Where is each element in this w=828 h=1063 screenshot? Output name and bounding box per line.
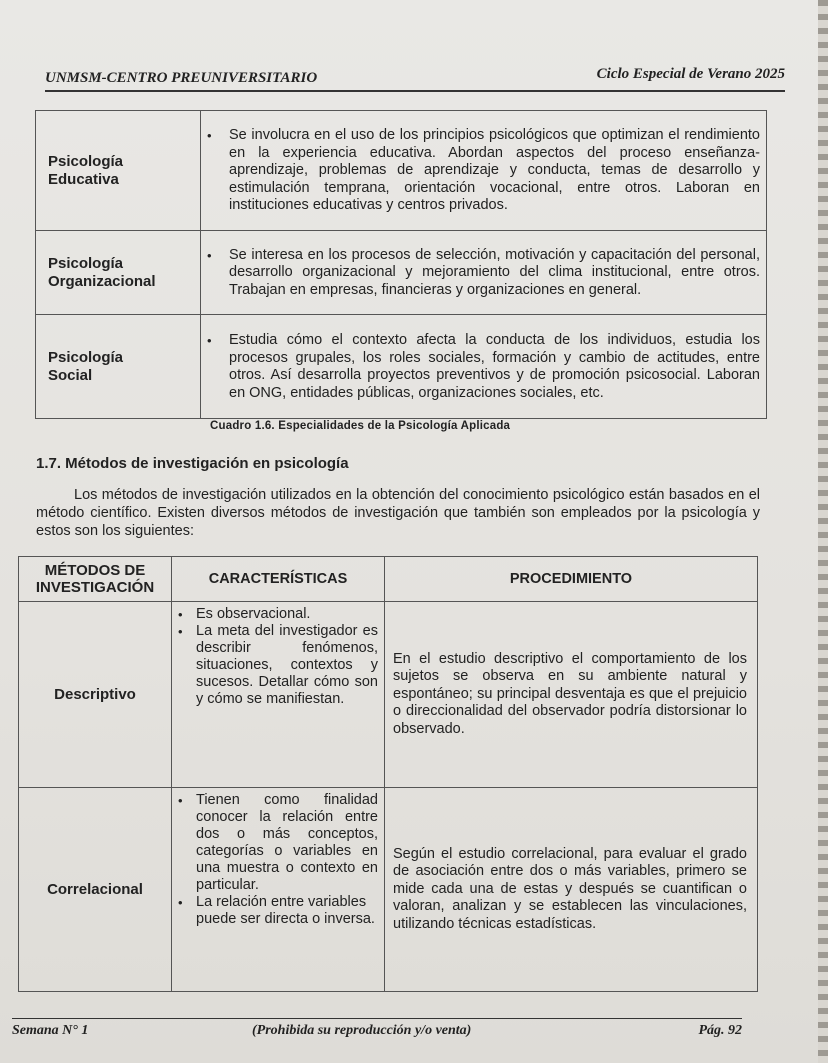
bullet-icon: •	[178, 793, 183, 808]
table-header-row	[19, 557, 758, 602]
table-row	[36, 111, 767, 231]
bullet-icon: •	[178, 624, 183, 639]
specialties-table	[35, 110, 767, 419]
table-row	[36, 315, 767, 419]
bullet-item	[178, 606, 378, 623]
table-caption: Cuadro 1.6. Especialidades de la Psicología Aplicada	[210, 420, 511, 432]
bullet-icon: •	[207, 333, 212, 348]
bullet-item	[178, 894, 378, 928]
bullet-item	[207, 127, 760, 215]
method-procedure: Según el estudio correlacional, para evaluar el grado de asociación entre dos o más variables, primero se mide cada una de estas y después se cuantifican o valoran, analizan y se establecen las vinculaciones, utilizando técnicas estadísticas.	[385, 788, 758, 992]
table-row	[19, 788, 758, 992]
method-procedure: En el estudio descriptivo el comportamiento de los sujetos se observa en su ambiente natural y espontáneo; su principal desventaja es que el prejuicio o direccionalidad del observador podría distorsionar lo observado.	[385, 602, 758, 788]
bullet-text: Tienen como finalidad conocer la relación entre dos o más conceptos, categorías o variables en una muestra o contexto en particular.	[196, 792, 378, 893]
header-line: MÉTODOS DE	[44, 562, 146, 579]
bullet-item	[207, 332, 760, 402]
header-methods	[19, 557, 172, 602]
methods-table	[18, 556, 758, 992]
bullet-text: La relación entre variables puede ser directa o inversa.	[196, 894, 375, 927]
header-procedure: PROCEDIMIENTO	[385, 557, 758, 602]
bullet-item	[178, 792, 378, 894]
specialty-name	[36, 111, 201, 231]
specialty-name	[36, 231, 201, 315]
page-footer	[12, 1018, 742, 1045]
method-characteristics	[172, 788, 385, 992]
table-row	[19, 602, 758, 788]
bullet-text: La meta del investigador es describir fenómenos, situaciones, contextos y sucesos. Detallar cómo son y cómo se manifiestan.	[196, 623, 378, 707]
specialty-name-line: Psicología	[48, 254, 124, 272]
specialty-description	[201, 111, 767, 231]
method-name: Correlacional	[19, 788, 172, 992]
footer-page-number: Pág. 92	[698, 1023, 742, 1038]
page-edge	[818, 0, 828, 1063]
method-characteristics	[172, 602, 385, 788]
footer-notice: (Prohibida su reproducción y/o venta)	[252, 1023, 472, 1038]
specialty-name-line: Psicología	[48, 348, 124, 366]
intro-paragraph: Los métodos de investigación utilizados en la obtención del conocimiento psicológico están basados en el método científico. Existen diversos métodos de investigación que también son empleados por la psicología y estos son los siguientes:	[36, 487, 760, 539]
specialty-name-line: Psicología	[48, 152, 124, 170]
header-cycle: Ciclo Especial de Verano 2025	[596, 66, 785, 82]
header-line: INVESTIGACIÓN	[35, 579, 155, 596]
bullet-text: Se interesa en los procesos de selección, motivación y capacitación del personal, desarrollo organizacional y mejoramiento del clima institucional, entre otros. Trabajan en empresas, financieras y organizaciones en general.	[229, 246, 760, 298]
bullet-text: Es observacional.	[196, 606, 311, 622]
specialty-name	[36, 315, 201, 419]
specialty-name-line: Educativa	[48, 170, 119, 188]
specialty-name-line: Social	[48, 366, 93, 384]
footer-week: Semana N° 1	[12, 1023, 89, 1038]
header-institution: UNMSM-CENTRO PREUNIVERSITARIO	[45, 70, 318, 86]
bullet-text: Estudia cómo el contexto afecta la conducta de los individuos, estudia los procesos grupales, los roles sociales, formación y cambio de actitudes, entre otros. Así desarrolla proyectos preventivos y de promoción psicosocial. Laboran en ONG, entidades públicas, organizaciones sociales, etc.	[229, 332, 760, 401]
specialty-description	[201, 231, 767, 315]
method-name: Descriptivo	[19, 602, 172, 788]
bullet-icon: •	[207, 128, 212, 144]
bullet-icon: •	[178, 895, 183, 910]
specialty-description	[201, 315, 767, 419]
table-row	[36, 231, 767, 315]
header-characteristics: CARACTERÍSTICAS	[172, 557, 385, 602]
bullet-item	[178, 623, 378, 708]
bullet-item	[207, 247, 760, 300]
specialty-name-line: Organizacional	[48, 272, 156, 290]
bullet-text: Se involucra en el uso de los principios psicológicos que optimizan el rendimiento en la experiencia educativa. Abordan aspectos del proceso enseñanza-aprendizaje, problemas de aprendizaje y conducta, temas de desarrollo y estimulación temprana, orientación vocacional, entre otros. Laboran en instituciones educativas y centros privados.	[229, 127, 760, 214]
bullet-icon: •	[207, 247, 212, 263]
page-header	[45, 64, 785, 92]
section-title: 1.7. Métodos de investigación en psicología	[36, 455, 349, 472]
bullet-icon: •	[178, 607, 183, 622]
